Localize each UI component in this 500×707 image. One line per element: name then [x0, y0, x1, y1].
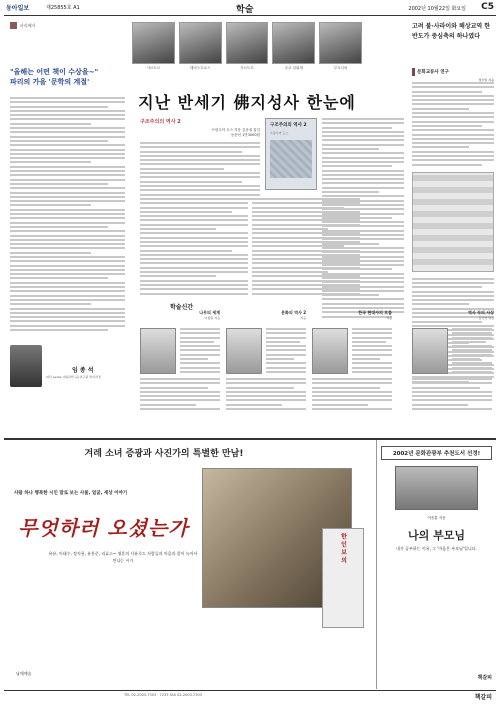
- page-header: [4, 2, 496, 16]
- portrait-photo: [132, 22, 175, 64]
- review-column-right: [322, 118, 404, 320]
- author-info: 파리 Leslie 사회과학고등연구원 박사과정: [46, 375, 101, 379]
- ad-side-quote: 내가 공부하는 이유, 그 '마음은 부모님'입니다.: [396, 546, 477, 551]
- portrait-caption: 사르트르: [240, 66, 254, 70]
- ad-cover-title: 한 인 보 의: [339, 533, 347, 564]
- new-book-title: 역사 속의 사상: [468, 310, 494, 315]
- author-name: 임 종 석: [72, 367, 94, 374]
- column-body: [10, 97, 125, 331]
- portrait-photo: [319, 22, 362, 64]
- cover-author: 프랑수아 도스: [270, 131, 289, 135]
- book-cover: [265, 118, 317, 190]
- page-number: C5: [481, 2, 494, 12]
- portrait-caption: 레비스트로스: [190, 66, 211, 70]
- portrait-caption: 푸코 알튀세: [284, 66, 303, 70]
- main-headline: 지난 반세기 佛지성사 한눈에: [138, 93, 356, 112]
- page-footer: [4, 690, 496, 702]
- ad-book-cover: [322, 528, 364, 628]
- author-box: [10, 345, 125, 393]
- author-photo: [10, 345, 42, 387]
- ad-publisher: 남매예술: [16, 671, 32, 676]
- book-meta: 프랑수아 도스 지음 김웅권 옮김: [211, 128, 260, 132]
- cover-title: 구조주의의 역사 2: [270, 123, 307, 128]
- portrait-caption: 사르트르: [146, 66, 161, 70]
- ad-side-publisher: 책갈피: [477, 675, 492, 681]
- right-illustration: [412, 172, 494, 272]
- book-price: 동문선 1만3000원: [230, 133, 260, 137]
- new-book-author: 이종원 지음: [204, 316, 220, 320]
- footer-brand: 책갈피: [474, 694, 492, 701]
- new-book-cover: [226, 328, 262, 374]
- portrait-photo: [226, 22, 269, 64]
- new-book-title: 한국 현대사의 흐름: [358, 310, 392, 315]
- advertisement[interactable]: [4, 438, 496, 687]
- new-book-cover: [412, 328, 448, 374]
- portrait: [272, 22, 315, 74]
- ad-book-title: 무엇하러 오셨는가: [18, 516, 189, 540]
- footer-contact: TEL 02-2003-7303 · 7233 FAX 02-2003-7303: [124, 693, 202, 697]
- ad-side-book-cover: [395, 466, 478, 510]
- new-book-title: 문화의 역사 2: [281, 310, 306, 315]
- review-body: [140, 142, 260, 200]
- portrait-photo: [272, 22, 315, 64]
- portrait: [226, 22, 269, 74]
- new-books-title: 학술신간: [170, 304, 194, 311]
- new-book-item: [226, 310, 306, 420]
- ad-side-book-title: 나의 부모님: [408, 529, 465, 542]
- issue-number: 제25855호 A1: [46, 5, 80, 11]
- portrait-caption: 부르디외: [333, 66, 348, 70]
- column-subheadline: 파리의 가을 '문학의 계절': [10, 78, 90, 86]
- portrait: [132, 22, 175, 74]
- portrait: [179, 22, 222, 74]
- new-book-author: 지음: [300, 316, 306, 320]
- new-book-author: 김진영 엮음: [478, 316, 494, 320]
- ad-side-title: 2002년 문화관광부 추천도서 선정!: [381, 446, 492, 460]
- book-info: [140, 118, 260, 202]
- portrait: [319, 22, 362, 74]
- new-book-title: 나무의 세계: [199, 310, 220, 315]
- cover-image: [270, 140, 312, 178]
- new-book-cover: [312, 328, 348, 374]
- new-book-cover: [140, 328, 176, 374]
- new-book-item: [140, 310, 220, 420]
- new-book-item: [412, 310, 494, 420]
- book-title: 구조주의의 역사 2: [140, 119, 181, 125]
- column-headline: "올해는 어떤 책이 수상을~": [10, 68, 99, 76]
- new-book-author: 지음: [386, 316, 392, 320]
- right-tag: 문화교류사 연구: [412, 68, 494, 76]
- ad-side-panel[interactable]: [376, 440, 496, 689]
- newspaper-logo: 동아일보: [6, 5, 30, 12]
- ad-subheadline: 사람 하나 행복한 시인 말로 보는 사물, 얼굴, 세상 이야기: [14, 491, 128, 496]
- portrait-photo: [179, 22, 222, 64]
- ad-headline: 겨레 소녀 증광과 사진가의 특별한 만남!: [84, 449, 244, 459]
- new-book-item: [312, 310, 392, 420]
- right-headline: 고려 불·사라이와 해상교역 한반도가 중심축의 하나였다: [412, 23, 491, 40]
- right-byline: 정수일 지음: [478, 78, 494, 82]
- tag-square-icon: [10, 22, 17, 29]
- issue-date: 2002년 10월22일 화요일: [408, 6, 466, 12]
- section-title: 학술: [236, 5, 254, 15]
- portrait-strip: [132, 22, 362, 74]
- column-tag: 파리에서: [10, 22, 125, 29]
- ad-side-author: 이종훈 지음: [427, 516, 446, 520]
- ad-blurb: 유유, 이태수, 정지용, 유홍준, 리효스~ 영혼의 사유로드 사람들의 마음과 잘이 녹아서 만나는 시가: [48, 551, 198, 563]
